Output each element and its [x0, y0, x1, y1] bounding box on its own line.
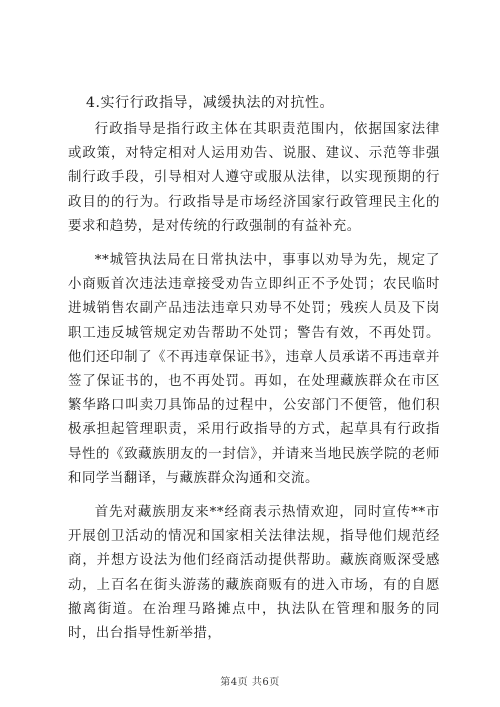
document-body: [68, 92, 440, 656]
page-number-label: 第4页 共6页: [220, 677, 280, 688]
paragraph-example: 首先对藏族朋友来**经商表示热情欢迎，同时宣传**市开展创卫活动的情况和国家相关法律法规，指导他们规范经商，并想方设法为他们经商活动提供帮助。藏族商贩深受感动，上百名在街头游荡的藏族商贩有的进入市场，有的自愿撤离街道。在治理马路摊点中，执法队在管理和服务的同时，出台指导性新举措，: [68, 505, 440, 642]
paragraph-practice: **城管执法局在日常执法中，事事以劝导为先，规定了小商贩首次违法违章接受劝告立即纠正不予处罚；农民临时进城销售农副产品违法违章只劝导不处罚；残疾人员及下岗职工违反城管规定劝告帮助不处罚；警告有效，不再处罚。他们还印制了《不再违章保证书》，违章人员承诺不再违章并签了保证书的，也不再处罚。再如，在处理藏族群众在市区繁华路口叫卖刀具饰品的过程中，公安部门不便管，他们积极承担起管理职责，采用行政指导的方式，起草具有行政指导性的《致藏族朋友的一封信》，并请来当地民族学院的老师和同学当翻译，与藏族群众沟通和交流。: [68, 253, 440, 486]
section-heading: 4.实行行政指导，减缓执法的对抗性。: [86, 95, 335, 111]
page-footer: [0, 676, 500, 690]
paragraph-definition: 行政指导是指行政主体在其职责范围内，依据国家法律或政策，对特定相对人运用劝告、说服、建议、示范等非强制行政手段，引导相对人遵守或服从法律，以实现预期的行政目的的行为。行政指导是市场经济国家行政管理民主化的要求和趋势，是对传统的行政强制的有益补充。: [68, 122, 440, 234]
